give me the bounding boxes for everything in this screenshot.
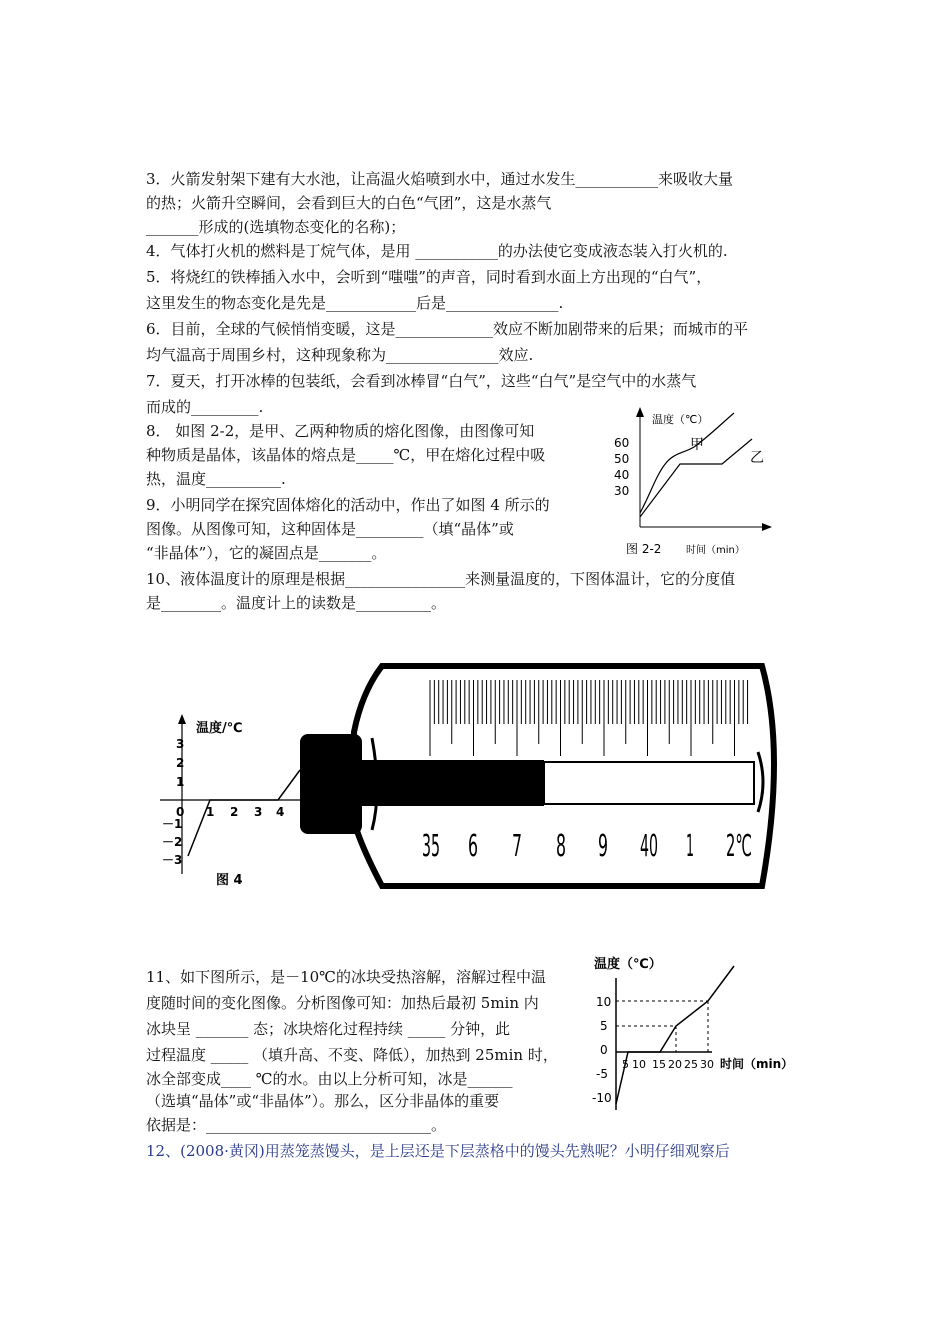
- ice-ytick-10: 10: [596, 995, 612, 1009]
- ice-ylabel: 温度（℃）: [594, 957, 662, 972]
- question-11-line-5: 冰全部变成____ ℃的水。由以上分析可知，冰是______: [146, 1070, 513, 1088]
- question-11-line-2: 度随时间的变化图像。分析图像可知：加热后最初 5min 内: [146, 994, 539, 1012]
- question-7-line-1: 7．夏天，打开冰棒的包装纸，会看到冰棒冒“白气”，这些“白气”是空气中的水蒸气: [146, 372, 697, 390]
- scale-label-35: 35: [422, 829, 440, 864]
- question-8-line-2: 种物质是晶体，该晶体的熔点是_____℃，甲在熔化过程中吸: [146, 446, 546, 464]
- question-4: 4．气体打火机的燃料是丁烷气体，是用 ___________的办法使它变成液态装入打火机的.: [146, 242, 728, 260]
- thermometer-column-filled: [362, 760, 544, 806]
- question-3-line-1: 3．火箭发射架下建有大水池，让高温火焰喷到水中，通过水发生___________来吸收大量: [146, 170, 734, 188]
- question-8-line-3: 热，温度__________.: [146, 470, 286, 488]
- fig4-ytick-3: 3: [176, 737, 185, 751]
- fig4-xtick-2: 2: [230, 805, 239, 819]
- fig22-ytick-60: 60: [614, 436, 630, 450]
- fig22-ytick-40: 40: [614, 468, 630, 482]
- question-5-line-2: 这里发生的物态变化是先是____________后是_______________.: [146, 294, 564, 312]
- fig4-origin: 0: [176, 805, 185, 819]
- question-9-line-3: “非晶体”），它的凝固点是_______。: [146, 544, 387, 562]
- fig4-ytick-neg3: －3: [162, 853, 183, 867]
- ice-xtick-20: 20: [668, 1058, 682, 1071]
- fig4-ytick-1: 1: [176, 775, 185, 789]
- question-11-line-1: 11、如下图所示，是－10℃的冰块受热溶解，溶解过程中温: [146, 968, 546, 986]
- question-10-line-1: 10、液体温度计的原理是根据________________来测量温度的，下图体温计，它的分度值: [146, 570, 736, 588]
- scale-label-1: 1: [686, 829, 694, 864]
- ice-ytick-neg5: -5: [596, 1067, 608, 1081]
- thermometer-ticks: [430, 680, 748, 756]
- ice-ytick-5: 5: [600, 1019, 608, 1033]
- figure-2-2: [600, 405, 780, 560]
- fig22-xlabel: 时间（min）: [686, 545, 745, 556]
- ice-xtick-5: 5: [622, 1058, 629, 1071]
- fig22-label-b: 乙: [750, 450, 764, 466]
- question-11-line-4: 过程温度 _____ （填升高、不变、降低），加热到 25min 时，: [146, 1046, 558, 1064]
- fig4-xtick-3: 3: [254, 805, 263, 819]
- ice-ytick-neg10: -10: [592, 1091, 612, 1105]
- fig22-ytick-50: 50: [614, 452, 630, 466]
- scale-label-2c: 2℃: [726, 829, 752, 864]
- fig4-ytick-neg1: －1: [162, 817, 183, 831]
- ice-ytick-0: 0: [600, 1043, 608, 1057]
- question-9-line-2: 图像。从图像可知，这种固体是_________（填“晶体”或: [146, 520, 514, 538]
- ice-xlabel: 时间（min）: [720, 1057, 794, 1071]
- fig22-ylabel: 温度（℃）: [652, 413, 709, 426]
- fig4-caption: 图 4: [216, 873, 243, 888]
- figure-ice-melting: [586, 948, 796, 1118]
- thermometer-scale-labels: [422, 829, 752, 864]
- question-7-line-2: 而成的_________.: [146, 398, 264, 416]
- scale-label-40: 40: [640, 829, 658, 864]
- question-3-line-2: 的热；火箭升空瞬间，会看到巨大的白色“气团”，这是水蒸气: [146, 194, 552, 212]
- question-8-line-1: 8． 如图 2-2，是甲、乙两种物质的熔化图像，由图像可知: [146, 422, 535, 440]
- fig22-ytick-30: 30: [614, 484, 630, 498]
- ice-xtick-10: 10: [632, 1058, 646, 1071]
- question-11-line-6: （选填“晶体”或“非晶体”）。那么，区分非晶体的重要: [146, 1092, 500, 1110]
- ice-xtick-15: 15: [652, 1058, 666, 1071]
- question-12: 12、(2008·黄冈)用蒸笼蒸馒头，是上层还是下层蒸格中的馒头先熟呢？小明仔细观察后: [146, 1142, 730, 1160]
- question-11-line-3: 冰块呈 _______ 态；冰块熔化过程持续 _____ 分钟，此: [146, 1020, 511, 1038]
- figure-4-and-thermometer: [150, 652, 790, 892]
- fig4-ylabel: 温度/℃: [196, 721, 243, 736]
- thermometer-column-empty: [544, 762, 754, 804]
- question-3-line-3: _______形成的(选填物态变化的名称)；: [146, 218, 406, 236]
- question-11-line-7: 依据是：______________________________。: [146, 1116, 447, 1134]
- scale-label-7: 7: [512, 829, 522, 864]
- fig22-label-a: 甲: [690, 437, 704, 453]
- fig4-xtick-1: 1: [206, 805, 215, 819]
- scale-label-6: 6: [468, 829, 478, 864]
- fig22-caption: 图 2-2: [626, 542, 662, 556]
- question-10-line-2: 是________。温度计上的读数是__________。: [146, 594, 447, 612]
- question-6-line-1: 6．目前，全球的气候悄悄变暖，这是_____________效应不断加剧带来的后果；而城市的平: [146, 320, 749, 338]
- fig4-ytick-2: 2: [176, 756, 185, 770]
- thermometer-bulb: [300, 734, 362, 834]
- scale-label-9: 9: [598, 829, 608, 864]
- question-5-line-1: 5．将烧红的铁棒插入水中，会听到“嗤嗤”的声音，同时看到水面上方出现的“白气”，: [146, 268, 712, 286]
- ice-curve: [616, 966, 734, 1104]
- fig4-xtick-4: 4: [276, 805, 285, 819]
- thermometer-end-cap: [758, 752, 763, 812]
- scale-label-8: 8: [556, 829, 566, 864]
- fig4-ytick-neg2: －2: [162, 835, 183, 849]
- question-6-line-2: 均气温高于周围乡村，这种现象称为_______________效应.: [146, 346, 534, 364]
- ice-xtick-25: 25: [684, 1058, 698, 1071]
- question-9-line-1: 9．小明同学在探究固体熔化的活动中，作出了如图 4 所示的: [146, 496, 550, 514]
- ice-xtick-30: 30: [700, 1058, 714, 1071]
